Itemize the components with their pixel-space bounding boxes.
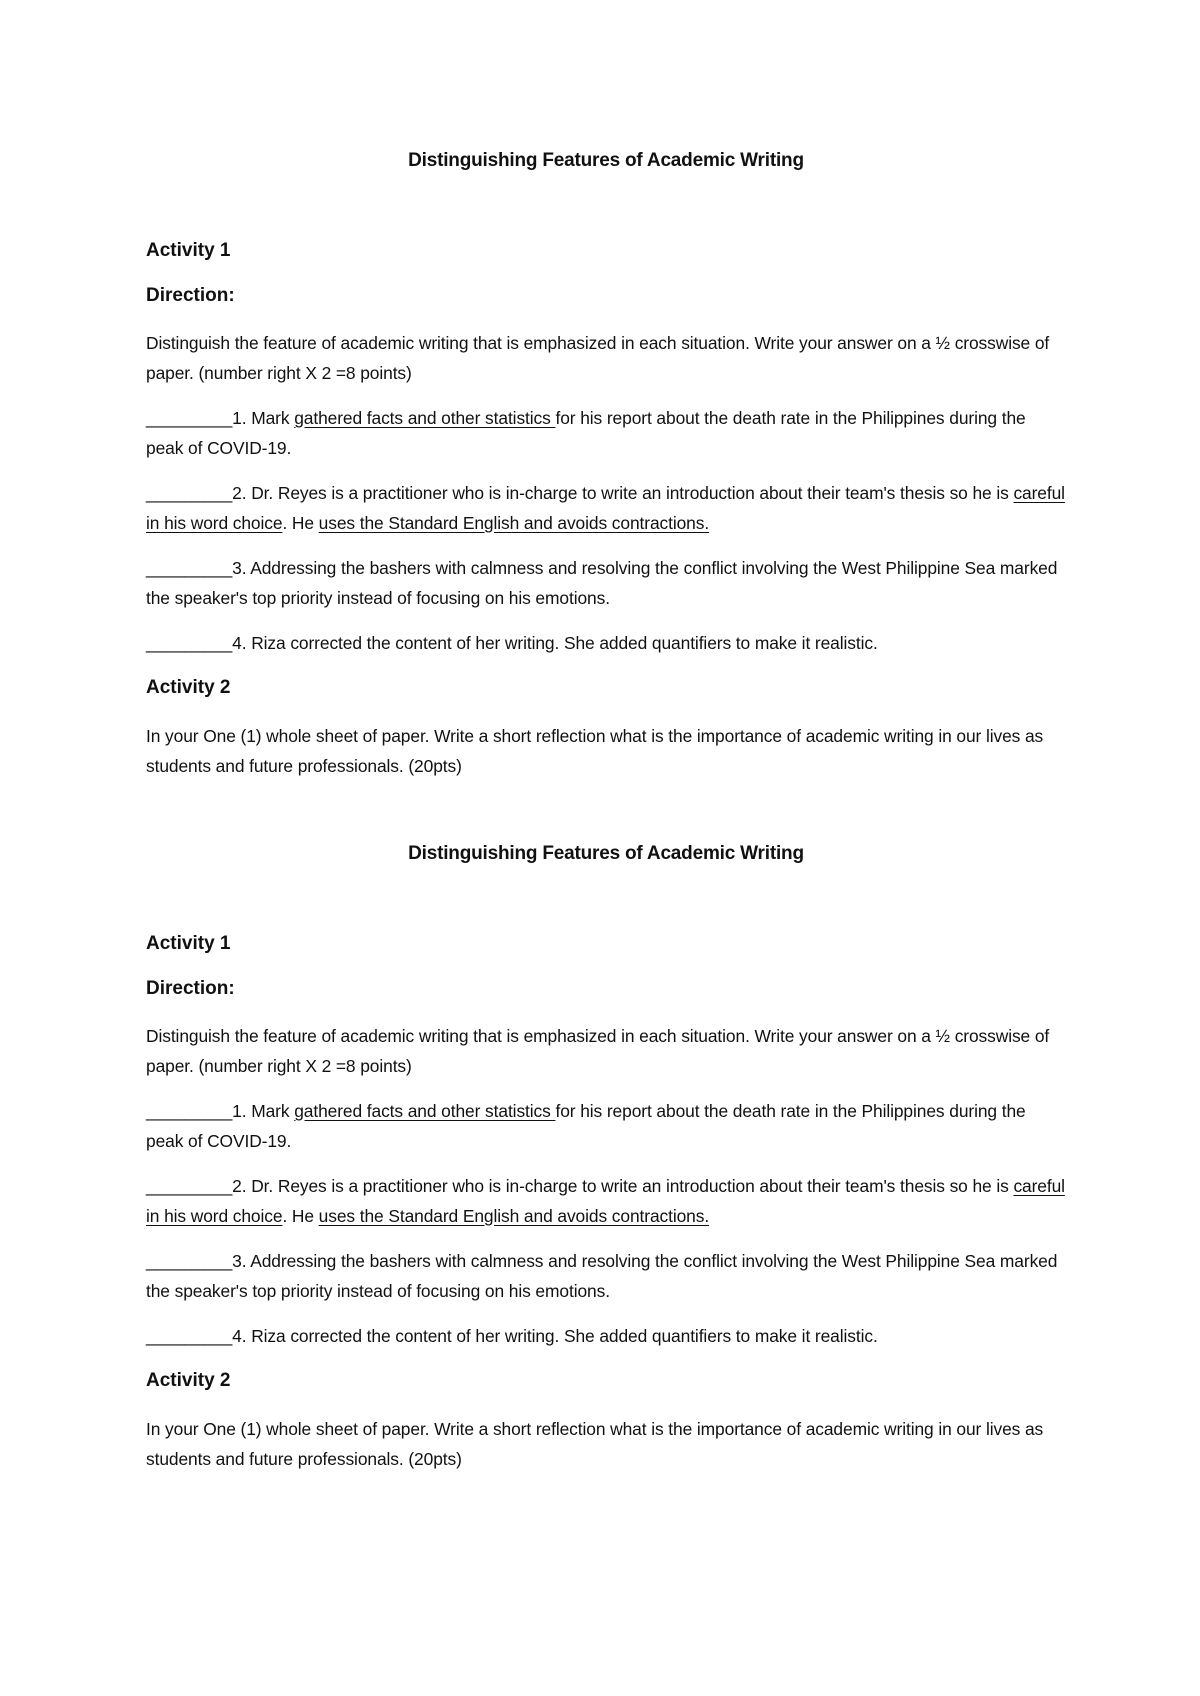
question-text: Addressing the bashers with calmness and resolving the conflict involving the West Philippine Sea marked the speaker's top priority instead of focusing on his emotions. (146, 1251, 1058, 1301)
question-item-1 (146, 1097, 1066, 1156)
question-text: Dr. Reyes is a practitioner who is in-charge to write an introduction about their team's thesis so he is (246, 1176, 1014, 1196)
question-item-3 (146, 554, 1066, 613)
question-text: for his report about the death rate in the Philippines during the peak of COVID-19. (146, 408, 1026, 458)
document-title: Distinguishing Features of Academic Writing (408, 843, 804, 864)
direction-label: Direction: (146, 285, 235, 306)
question-text: . He (282, 512, 319, 533)
underlined-phrase: gathered facts and other statistics (294, 408, 556, 428)
instruction-text: Distinguish the feature of academic writing that is emphasized in each situation. Write your answer on a ½ crosswise of paper. (number right X 2 =8 points) (146, 1026, 1050, 1076)
question-text: Mark (246, 408, 295, 428)
question-number: 1. (232, 408, 247, 428)
underlined-phrase: gathered facts and other statistics (294, 1101, 556, 1121)
activity-1-heading: Activity 1 (146, 240, 231, 261)
question-item-4 (146, 1322, 1066, 1352)
question-number: 1. (232, 1101, 247, 1121)
underlined-phrase: uses the Standard English and avoids contractions. (318, 512, 710, 533)
question-number: 2. (232, 483, 247, 503)
answer-blank: _________ (146, 1176, 233, 1196)
activity-1-heading: Activity 1 (146, 933, 231, 954)
question-item-1 (146, 404, 1066, 463)
answer-blank: _________ (146, 1326, 233, 1346)
question-text: . He (282, 1205, 319, 1226)
question-text: Mark (246, 1101, 295, 1121)
question-item-4 (146, 629, 1066, 659)
question-number: 4. (232, 1326, 247, 1346)
answer-blank: _________ (146, 1101, 233, 1121)
question-number: 4. (232, 633, 247, 653)
direction-label: Direction: (146, 978, 235, 999)
answer-blank: _________ (146, 483, 233, 503)
question-item-3 (146, 1247, 1066, 1306)
document-title: Distinguishing Features of Academic Writing (408, 150, 804, 171)
activity-2-heading: Activity 2 (146, 677, 231, 698)
activity-2-heading: Activity 2 (146, 1370, 231, 1391)
question-item-2 (146, 1172, 1066, 1231)
question-number: 3. (232, 558, 247, 578)
underlined-phrase: careful in his word choice (146, 1176, 1065, 1226)
question-number: 2. (232, 1176, 247, 1196)
answer-blank: _________ (146, 633, 233, 653)
answer-blank: _________ (146, 1251, 233, 1271)
question-text: for his report about the death rate in the Philippines during the peak of COVID-19. (146, 1101, 1026, 1151)
answer-blank: _________ (146, 558, 233, 578)
question-item-2 (146, 479, 1066, 538)
answer-blank: _________ (146, 408, 233, 428)
question-number: 3. (232, 1251, 247, 1271)
activity-2-text: In your One (1) whole sheet of paper. Write a short reflection what is the importance of academic writing in our lives as students and future professionals. (20pts) (146, 726, 1044, 776)
underlined-phrase: uses the Standard English and avoids contractions. (318, 1205, 710, 1226)
question-text: Riza corrected the content of her writing. She added quantifiers to make it realistic. (246, 1326, 878, 1346)
question-text: Addressing the bashers with calmness and resolving the conflict involving the West Philippine Sea marked the speaker's top priority instead of focusing on his emotions. (146, 558, 1058, 608)
activity-2-text: In your One (1) whole sheet of paper. Write a short reflection what is the importance of academic writing in our lives as students and future professionals. (20pts) (146, 1419, 1044, 1469)
underlined-phrase: careful in his word choice (146, 483, 1065, 533)
question-text: Dr. Reyes is a practitioner who is in-charge to write an introduction about their team's thesis so he is (246, 483, 1014, 503)
instruction-text: Distinguish the feature of academic writing that is emphasized in each situation. Write your answer on a ½ crosswise of paper. (number right X 2 =8 points) (146, 333, 1050, 383)
question-text: Riza corrected the content of her writing. She added quantifiers to make it realistic. (246, 633, 878, 653)
